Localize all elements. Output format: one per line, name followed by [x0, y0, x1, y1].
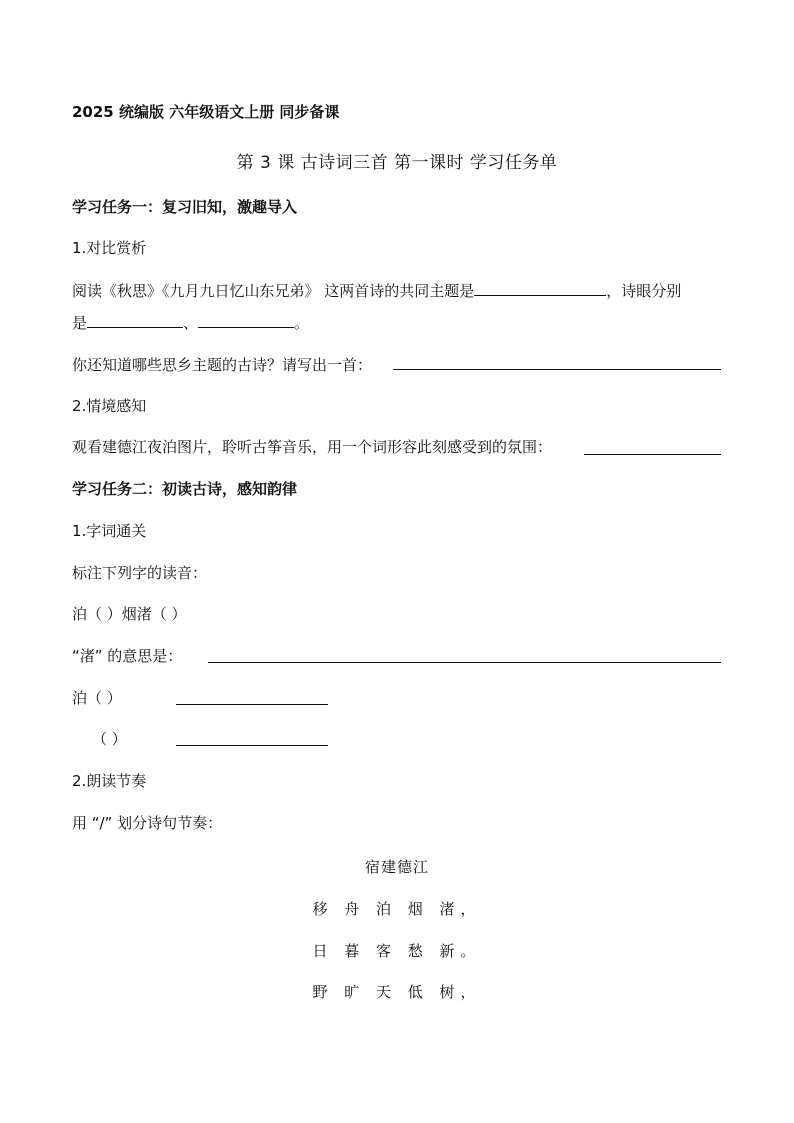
page-title: 第 3 课 古诗词三首 第一课时 学习任务单: [236, 153, 558, 173]
poem-line[interactable]: 移 舟 泊 烟 渚，: [312, 900, 482, 918]
period: 。: [294, 314, 310, 332]
task1-item2-question: 观看建德江夜泊图片，聆听古筝音乐，用一个词形容此刻感受到的氛围：: [72, 438, 553, 456]
answer-blank-poem-eye-1[interactable]: [87, 313, 183, 328]
question-text: 阅读《秋思》《九月九日忆山东兄弟》 这两首诗的共同主题是: [72, 282, 475, 300]
bo-line-2[interactable]: （ ）: [92, 730, 127, 748]
task2-item1-instruction: 标注下列字的读音：: [72, 564, 208, 582]
answer-line-zhu[interactable]: [208, 662, 721, 663]
zhu-meaning-label: “渚” 的意思是：: [72, 647, 183, 665]
task1-item1-label: 1.对比赏析: [72, 239, 147, 257]
answer-line-atmosphere[interactable]: [584, 454, 721, 455]
task1-item1-question-cont: [72, 313, 309, 333]
task1-heading: 学习任务一：复习旧知，激趣导入: [72, 198, 298, 216]
task2-heading: 学习任务二：初读古诗，感知韵律: [72, 480, 298, 498]
question-text-cont: ，诗眼分别: [606, 282, 682, 300]
bo-line-1[interactable]: 泊（ ）: [72, 689, 122, 707]
answer-line-poem[interactable]: [393, 369, 721, 370]
poem-title: 宿建德江: [364, 858, 429, 876]
poem-line[interactable]: 日 暮 客 愁 新。: [312, 942, 482, 960]
task1-item2-label: 2.情境感知: [72, 397, 147, 415]
question-text-c: 是: [72, 314, 88, 332]
task2-item1-label: 1.字词通关: [72, 522, 147, 540]
answer-blank-theme[interactable]: [474, 281, 606, 296]
task1-item1-q2: 你还知道哪些思乡主题的古诗？请写出一首：: [72, 356, 373, 374]
poem-line[interactable]: 野 旷 天 低 树，: [312, 983, 482, 1001]
document-header: 2025 统编版 六年级语文上册 同步备课: [72, 103, 340, 121]
task2-item2-label: 2.朗读节奏: [72, 772, 147, 790]
task2-item2-instruction: 用 “/” 划分诗句节奏：: [72, 814, 223, 832]
answer-line-bo-2[interactable]: [176, 745, 328, 746]
task1-item1-question: [72, 281, 681, 301]
separator: 、: [183, 314, 199, 332]
answer-blank-poem-eye-2[interactable]: [198, 313, 294, 328]
pinyin-line[interactable]: 泊（ ）烟渚（ ）: [72, 605, 187, 623]
answer-line-bo-1[interactable]: [176, 704, 328, 705]
